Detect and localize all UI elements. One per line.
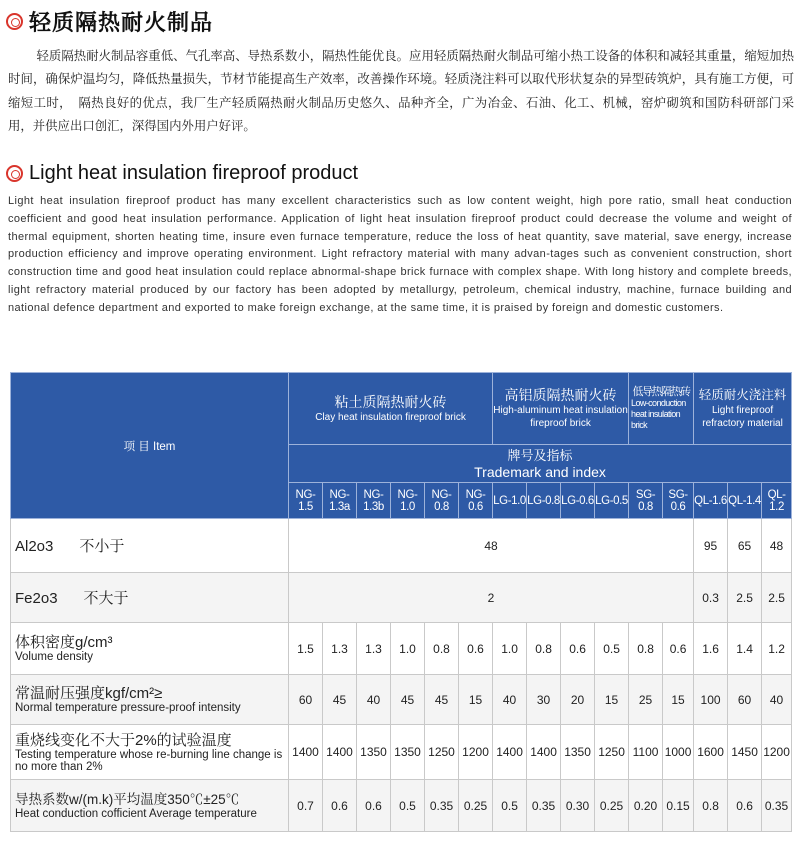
density-value: 0.8 [527,623,561,675]
reburn-cn: 重烧线变化不大于2%的试验温度 [15,731,232,749]
fe2o3-ql-1-6: 0.3 [694,573,728,623]
row-label-reburn [11,725,289,780]
fe2o3-merged-value: 2 [289,573,694,623]
conduction-value: 0.35 [762,780,792,832]
group-high-alumina-header [493,373,629,445]
density-value: 0.6 [459,623,493,675]
grade-header: SG-0.8 [629,483,663,519]
group-clay-cn: 粘土质隔热耐火砖 [334,393,447,410]
reburn-value: 1400 [493,725,527,780]
row-label-strength [11,675,289,725]
chinese-paragraph: 轻质隔热耐火制品容重低、气孔率高、导热系数小，隔热性能优良。应用轻质隔热耐火制品可缩小热工设备的体积和减轻其重量，缩短加热时间，确保炉温均匀，降低热量损失，节材节能提高生产效率，改善操作环境。轻质浇注料可以取代形状复杂的异型砖筑炉，具有施工方便，可缩短工时， 隔热良好的优点，我厂生产轻质隔热耐火制品历史悠久、品种齐全，广为冶金、石油、化工、机械，窑炉砌筑和国防科研部门采用，并供应出口创汇，深得国内外用户好评。 [8,48,794,133]
group-refractory-en: Light fireproof refractory material [702,405,783,429]
grade-header: NG-0.6 [459,483,493,519]
density-value: 1.0 [493,623,527,675]
strength-value: 45 [323,675,357,725]
trademark-cn: 牌号及指标 [507,447,573,463]
fe2o3-ql-1-2: 2.5 [762,573,792,623]
conduction-en: Heat conduction cofficient Average temperature [15,808,257,820]
strength-value: 20 [561,675,595,725]
strength-cn: 常温耐压强度kgf/cm²≥ [15,685,163,702]
reburn-value: 1350 [561,725,595,780]
group-refractory-cn: 轻质耐火浇注料 [698,388,787,402]
strength-en: Normal temperature pressure-proof intensity [15,702,241,714]
density-en: Volume density [15,651,93,663]
grade-header: NG-0.8 [425,483,459,519]
row-label-al2o3 [11,519,289,573]
density-value: 1.3 [357,623,391,675]
strength-value: 25 [629,675,663,725]
group-low-conduction-cn: 低导热隔热砖 [632,386,690,398]
conduction-value: 0.35 [425,780,459,832]
conduction-value: 0.6 [728,780,762,832]
al2o3-ql-1-6: 95 [694,519,728,573]
reburn-value: 1250 [595,725,629,780]
grade-header: LG-0.6 [561,483,595,519]
al2o3-ql-1-2: 48 [762,519,792,573]
strength-value: 40 [762,675,792,725]
conduction-value: 0.5 [391,780,425,832]
strength-value: 60 [289,675,323,725]
group-clay-en: Clay heat insulation fireproof brick [315,411,466,423]
group-low-conduction-en: Low-conduction heat insulation brick [631,398,686,430]
circle-bullet-icon [6,165,23,182]
english-section-title [6,162,358,185]
conduction-value: 0.25 [595,780,629,832]
strength-value: 30 [527,675,561,725]
reburn-value: 1450 [728,725,762,780]
reburn-value: 1000 [663,725,694,780]
density-value: 0.8 [629,623,663,675]
row-label-density [11,623,289,675]
reburn-value: 1250 [425,725,459,780]
density-value: 0.8 [425,623,459,675]
density-value: 1.0 [391,623,425,675]
conduction-value: 0.5 [493,780,527,832]
strength-value: 15 [459,675,493,725]
reburn-en: Testing temperature whose re-burning line change is no more than 2% [15,748,283,773]
grade-header: NG-1.5 [289,483,323,519]
grade-header: QL-1.6 [694,483,728,519]
strength-value: 100 [694,675,728,725]
conduction-value: 0.30 [561,780,595,832]
reburn-value: 1400 [289,725,323,780]
group-high-alumina-en: High-aluminum heat insulation fireproof brick [493,405,628,429]
al2o3-ql-1-4: 65 [728,519,762,573]
grade-header: NG-1.3a [323,483,357,519]
strength-value: 45 [425,675,459,725]
english-title-text: Light heat insulation fireproof product [29,162,359,184]
conduction-value: 0.6 [323,780,357,832]
conduction-value: 0.15 [663,780,694,832]
specification-table [10,372,792,832]
reburn-value: 1350 [357,725,391,780]
grade-header: LG-0.8 [527,483,561,519]
fe2o3-chem: Fe2o3 [15,590,58,607]
strength-value: 40 [357,675,391,725]
row-label-conduction [11,780,289,832]
reburn-value: 1400 [527,725,561,780]
conduction-value: 0.8 [694,780,728,832]
row-label-fe2o3 [11,573,289,623]
conduction-cn: 导热系数w/(m.k)平均温度350℃±25℃ [15,792,240,807]
reburn-value: 1400 [323,725,357,780]
group-clay-header [289,373,493,445]
grade-header: QL-1.4 [728,483,762,519]
group-high-alumina-cn: 高铝质隔热耐火砖 [504,387,617,403]
grade-header: NG-1.0 [391,483,425,519]
strength-value: 15 [663,675,694,725]
strength-value: 45 [391,675,425,725]
item-header: 项 目 Item [11,373,289,519]
chinese-section-title [6,6,213,37]
english-paragraph: Light heat insulation fireproof product has many excellent characteristics such as low content weight, high pore ratio, small heat conduction coefficient and good heat insulation performance. Application of light heat insulation fireproof product could decrease the volume and weight of thermal equipment, shorten heating time, insure even furnace temperature, reduce the loss of heat quantity, save material, save energy, increase production efficiency and improve operating environment. Light refractory material with many advan-tages such as convenient construction, short construction time and good heat insulation could replace abnormal-shape brick furnace with complex shape. With long history and complete breeds, light refractory material produced by our factory has been adopted by metallurgy, petroleum, chemical industry, machine, furnace building and national defence department and exported to make foreign exchange, at the same time, it is praised by foreign and domestic customers. [8,195,792,314]
reburn-value: 1100 [629,725,663,780]
grade-header: LG-0.5 [595,483,629,519]
grade-header: NG-1.3b [357,483,391,519]
grade-header: SG-0.6 [663,483,694,519]
al2o3-chem: Al2o3 [15,538,54,555]
density-value: 1.5 [289,623,323,675]
al2o3-merged-value: 48 [289,519,694,573]
circle-bullet-icon [6,13,23,30]
al2o3-condition: 不小于 [79,538,125,555]
conduction-value: 0.6 [357,780,391,832]
fe2o3-ql-1-4: 2.5 [728,573,762,623]
conduction-value: 0.7 [289,780,323,832]
reburn-value: 1200 [762,725,792,780]
conduction-value: 0.20 [629,780,663,832]
density-value: 1.6 [694,623,728,675]
conduction-value: 0.25 [459,780,493,832]
grade-header: QL-1.2 [762,483,792,519]
density-value: 0.6 [561,623,595,675]
trademark-header [289,445,792,483]
group-low-conduction-header [629,373,694,445]
density-value: 1.3 [323,623,357,675]
grade-header: LG-1.0 [493,483,527,519]
density-cn: 体积密度g/cm³ [15,634,113,651]
chinese-title-text: 轻质隔热耐火制品 [29,11,214,36]
strength-value: 40 [493,675,527,725]
fe2o3-condition: 不大于 [83,590,129,607]
strength-value: 15 [595,675,629,725]
density-value: 1.2 [762,623,792,675]
reburn-value: 1200 [459,725,493,780]
density-value: 1.4 [728,623,762,675]
group-refractory-header [694,373,792,445]
reburn-value: 1600 [694,725,728,780]
density-value: 0.5 [595,623,629,675]
trademark-en: Trademark and index [474,463,606,480]
reburn-value: 1350 [391,725,425,780]
density-value: 0.6 [663,623,694,675]
strength-value: 60 [728,675,762,725]
conduction-value: 0.35 [527,780,561,832]
